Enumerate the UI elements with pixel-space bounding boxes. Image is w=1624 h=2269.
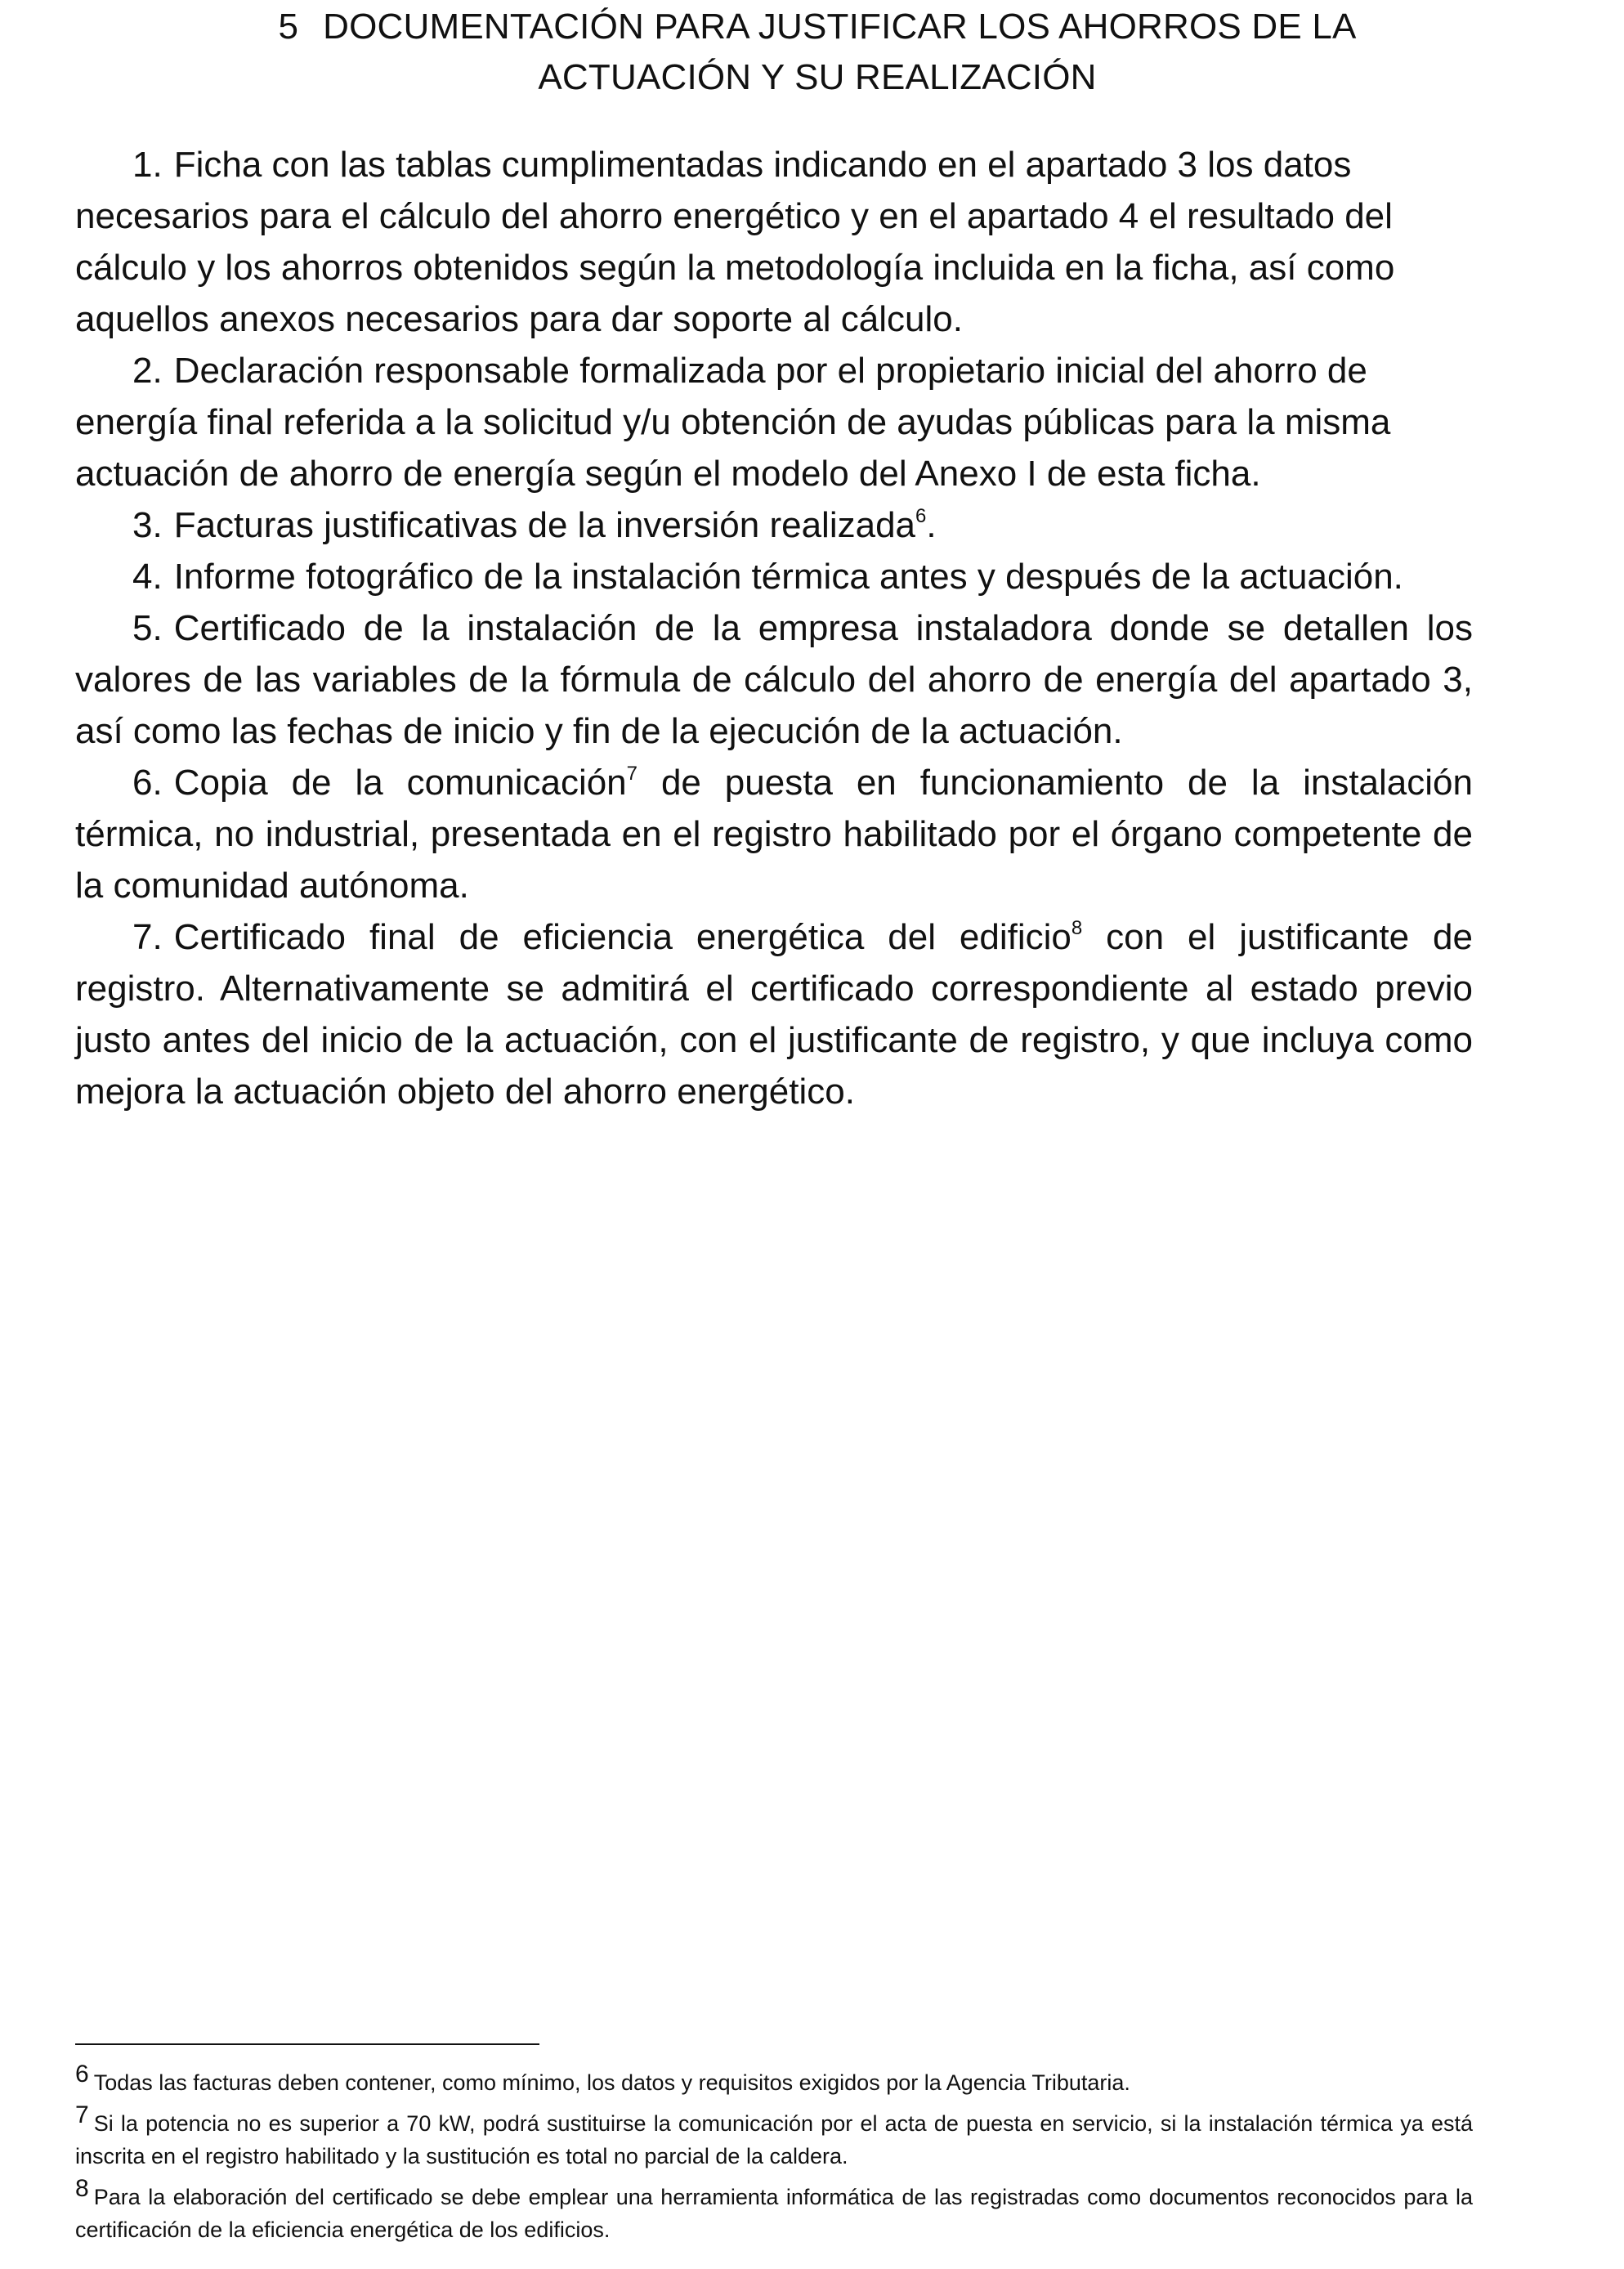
list-item-text: Facturas justificativas de la inversión realizada xyxy=(173,505,916,545)
footnote-text: Para la elaboración del certificado se debe emplear una herramienta informática de las registradas como documentos reconocidos para la certificación de la eficiencia energética de los edificios. xyxy=(75,2185,1473,2242)
footnote-text: Si la potencia no es superior a 70 kW, podrá sustituirse la comunicación por el acta de puesta en servicio, si la instalación térmica ya está inscrita en el registro habilitado y la sustitución es total no parcial de la caldera. xyxy=(75,2111,1473,2168)
list-item-text: Ficha con las tablas cumplimentadas indicando en el apartado 3 los datos necesarios para el cálculo del ahorro energético y en el apartado 4 el resultado del cálculo y los ahorros obtenidos según la metodología incluida en la ficha, así como aquellos anexos necesarios para dar soporte al cálculo. xyxy=(75,145,1395,339)
section-heading xyxy=(163,2,1471,103)
list-item-3 xyxy=(75,499,1473,551)
footnote-8 xyxy=(75,2175,1473,2246)
list-item-5 xyxy=(75,602,1473,757)
footnote-ref-6: 6 xyxy=(915,505,927,527)
list-item-text: Informe fotográfico de la instalación térmica antes y después de la actuación. xyxy=(173,557,1403,597)
list-item-number: 2. xyxy=(132,351,163,391)
footnotes xyxy=(75,2061,1473,2254)
footnote-ref-7: 7 xyxy=(626,763,638,785)
footnote-ref-8: 8 xyxy=(1071,917,1083,939)
section-title-part-2: ACTUACIÓN Y SU REALIZACIÓN xyxy=(538,57,1097,97)
list-item-number: 6. xyxy=(132,763,163,803)
footnote-number: 8 xyxy=(75,2175,89,2202)
footnote-number: 6 xyxy=(75,2061,89,2088)
list-item-number: 7. xyxy=(132,917,163,957)
footnote-separator xyxy=(75,2043,539,2045)
list-item-2 xyxy=(75,345,1473,499)
list-item-text-after: de puesta en funcionamiento de la instalación térmica, no industrial, presentada en el registro habilitado por el órgano competente de la comunidad autónoma. xyxy=(75,763,1473,906)
footnote-6 xyxy=(75,2061,1473,2099)
list-item-text-after: . xyxy=(926,505,937,545)
list-item-6 xyxy=(75,757,1473,911)
list-item-text: Copia de la comunicación xyxy=(173,763,627,803)
footnote-7 xyxy=(75,2101,1473,2173)
list-item-text: Declaración responsable formalizada por el propietario inicial del ahorro de energía final referida a la solicitud y/u obtención de ayudas públicas para la misma actuación de ahorro de energía según el modelo del Anexo I de esta ficha. xyxy=(75,351,1391,494)
list-item-text: Certificado de la instalación de la empresa instaladora donde se detallen los valores de las variables de la fórmula de cálculo del ahorro de energía del apartado 3, así como las fechas de inicio y fin de la ejecución de la actuación. xyxy=(75,608,1473,751)
list-item-text-after: con el justificante de registro. Alternativamente se admitirá el certificado correspondiente al estado previo justo antes del inicio de la actuación, con el justificante de registro, y que incluya como mejora la actuación objeto del ahorro energético. xyxy=(75,917,1473,1112)
list-item-7 xyxy=(75,911,1473,1117)
requirements-list xyxy=(75,139,1473,1117)
footnote-number: 7 xyxy=(75,2101,89,2128)
section-number: 5 xyxy=(278,7,299,47)
list-item-4 xyxy=(75,551,1473,602)
list-item-number: 5. xyxy=(132,608,163,648)
list-item-1 xyxy=(75,139,1473,345)
list-item-text: Certificado final de eficiencia energética del edificio xyxy=(173,917,1071,957)
footnote-text: Todas las facturas deben contener, como mínimo, los datos y requisitos exigidos por la Agencia Tributaria. xyxy=(93,2070,1130,2095)
list-item-number: 3. xyxy=(132,505,163,545)
section-title-part-1: DOCUMENTACIÓN PARA JUSTIFICAR LOS AHORROS DE LA xyxy=(323,7,1357,47)
list-item-number: 1. xyxy=(132,145,163,185)
list-item-number: 4. xyxy=(132,557,163,597)
section-heading-line-1 xyxy=(163,2,1471,52)
